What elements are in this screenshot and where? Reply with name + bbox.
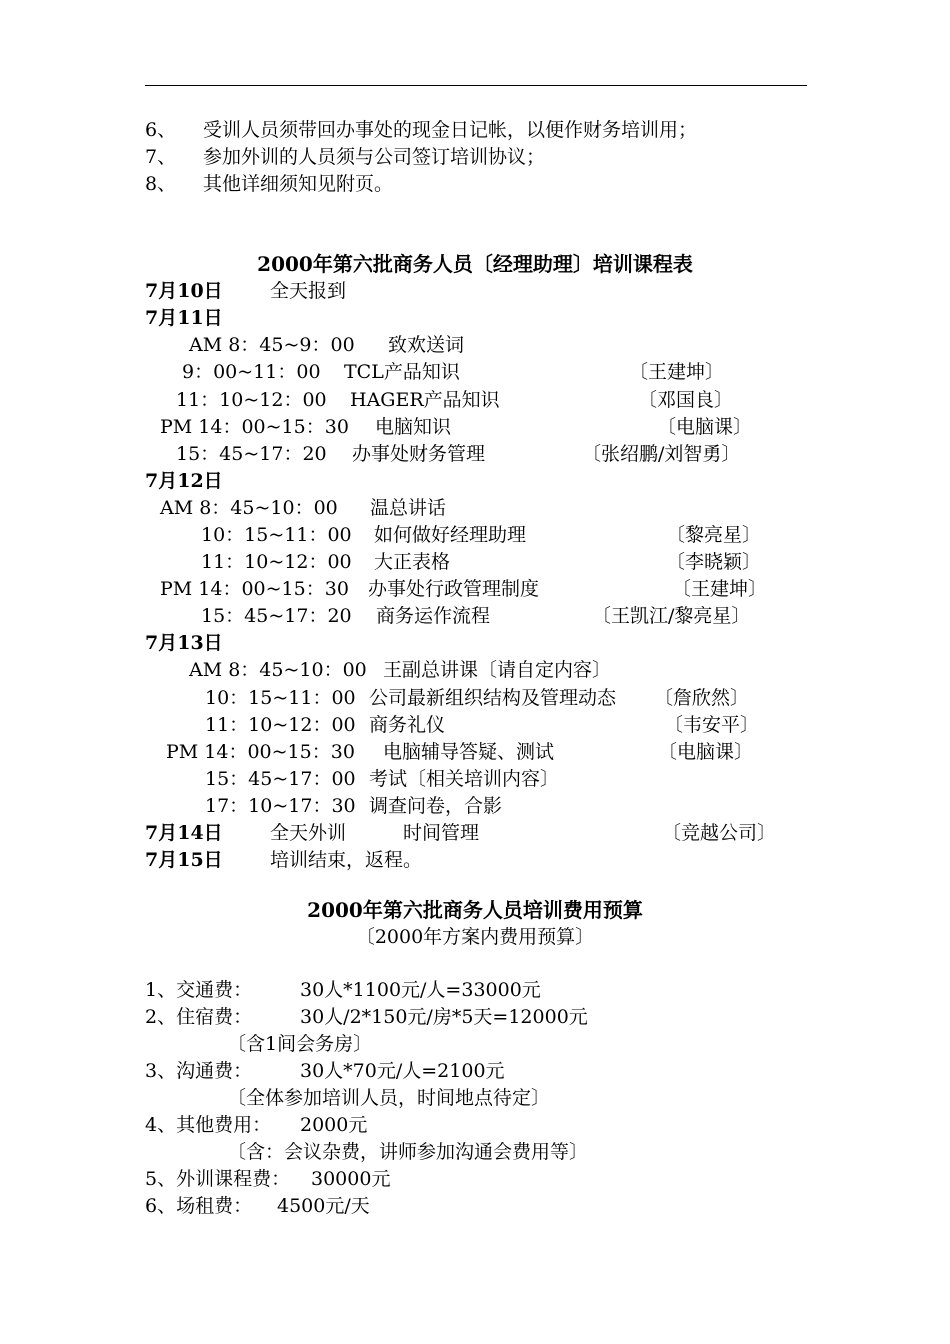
session-speaker: 〔王建坤〕 — [629, 361, 725, 383]
session-time: 11：10~12：00 — [205, 714, 356, 736]
session-speaker: 〔李晓颖〕 — [666, 551, 762, 573]
session-speaker: 〔王建坤〕 — [672, 578, 768, 600]
session-topic: 调查问卷，合影 — [369, 795, 503, 817]
session-topic: 考试〔相关培训内容〕 — [369, 768, 560, 790]
budget-item-label: 4、其他费用： — [145, 1114, 272, 1136]
session-topic: TCL产品知识 — [344, 361, 460, 383]
session-time: AM 8：45~9：00 — [189, 334, 355, 356]
day-date: 7月12日 — [145, 470, 223, 492]
session-time: PM 14：00~15：30 — [160, 416, 349, 438]
day-date: 7月14日 — [145, 822, 223, 844]
session-time: 15：45~17：00 — [205, 768, 356, 790]
budget-item-note: 〔含：会议杂费，讲师参加沟通会费用等〕 — [227, 1141, 589, 1163]
session-speaker: 〔韦安平〕 — [664, 714, 760, 736]
session-topic: 致欢送词 — [388, 334, 465, 356]
session-time: AM 8：45~10：00 — [160, 497, 338, 519]
header-rule — [145, 85, 807, 86]
note-number: 8、 — [145, 173, 177, 195]
session-speaker: 〔电脑课〕 — [658, 741, 754, 763]
session-time: 15：45~17：20 — [201, 605, 352, 627]
session-time: 11：10~12：00 — [201, 551, 352, 573]
session-speaker: 〔黎亮星〕 — [666, 524, 762, 546]
day-date: 7月10日 — [145, 280, 223, 302]
note-text: 受训人员须带回办事处的现金日记帐，以便作财务培训用； — [203, 119, 698, 141]
day-desc: 全天外训 — [270, 822, 347, 844]
budget-title: 2000年第六批商务人员培训费用预算 — [307, 898, 643, 922]
session-topic: 温总讲话 — [370, 497, 447, 519]
session-topic: 办事处财务管理 — [352, 443, 486, 465]
budget-item-value: 30人/2*150元/房*5天=12000元 — [300, 1006, 588, 1028]
session-time: 11：10~12：00 — [176, 389, 327, 411]
day-date: 7月13日 — [145, 632, 223, 654]
day-date: 7月15日 — [145, 849, 223, 871]
budget-item-note: 〔全体参加培训人员，时间地点待定〕 — [227, 1087, 551, 1109]
budget-subtitle: 〔2000年方案内费用预算〕 — [355, 926, 595, 948]
session-topic: HAGER产品知识 — [350, 389, 500, 411]
budget-item-label: 6、场租费： — [145, 1195, 253, 1217]
session-speaker: 〔竞越公司〕 — [662, 822, 777, 844]
budget-item-label: 1、交通费： — [145, 979, 253, 1001]
note-text: 参加外训的人员须与公司签订培训协议； — [203, 146, 546, 168]
budget-item-value: 30000元 — [311, 1168, 391, 1190]
session-time: AM 8：45~10：00 — [189, 659, 367, 681]
day-desc: 培训结束，返程。 — [270, 849, 423, 871]
session-topic: 电脑辅导答疑、测试 — [383, 741, 555, 763]
session-topic: 公司最新组织结构及管理动态 — [369, 687, 617, 709]
session-topic: 办事处行政管理制度 — [368, 578, 540, 600]
note-text: 其他详细须知见附页。 — [203, 173, 394, 195]
day-date: 7月11日 — [145, 307, 223, 329]
session-topic: 时间管理 — [403, 822, 480, 844]
session-speaker: 〔电脑课〕 — [657, 416, 753, 438]
session-topic: 商务礼仪 — [369, 714, 446, 736]
session-time: PM 14：00~15：30 — [166, 741, 355, 763]
session-speaker: 〔邓国良〕 — [638, 389, 734, 411]
session-time: 17：10~17：30 — [205, 795, 356, 817]
session-time: 9：00~11：00 — [182, 361, 321, 383]
session-time: 10：15~11：00 — [205, 687, 356, 709]
budget-item-value: 2000元 — [300, 1114, 368, 1136]
session-topic: 如何做好经理助理 — [374, 524, 527, 546]
session-topic: 大正表格 — [374, 551, 451, 573]
session-topic: 王副总讲课〔请自定内容〕 — [383, 659, 612, 681]
budget-item-label: 3、沟通费： — [145, 1060, 253, 1082]
session-speaker: 〔王凯江/黎亮星〕 — [592, 605, 751, 627]
budget-item-label: 2、住宿费： — [145, 1006, 253, 1028]
session-time: 10：15~11：00 — [201, 524, 352, 546]
budget-item-note: 〔含1间会务房〕 — [227, 1033, 373, 1055]
budget-item-value: 30人*1100元/人=33000元 — [300, 979, 541, 1001]
session-speaker: 〔张绍鹏/刘智勇〕 — [582, 443, 741, 465]
session-time: 15：45~17：20 — [176, 443, 327, 465]
note-number: 7、 — [145, 146, 177, 168]
budget-item-value: 30人*70元/人=2100元 — [300, 1060, 505, 1082]
day-desc: 全天报到 — [270, 280, 347, 302]
note-number: 6、 — [145, 119, 177, 141]
session-topic: 电脑知识 — [375, 416, 452, 438]
session-topic: 商务运作流程 — [376, 605, 491, 627]
session-speaker: 〔詹欣然〕 — [654, 687, 750, 709]
schedule-title: 2000年第六批商务人员〔经理助理〕培训课程表 — [257, 252, 693, 276]
session-time: PM 14：00~15：30 — [160, 578, 349, 600]
budget-item-label: 5、外训课程费： — [145, 1168, 291, 1190]
budget-item-value: 4500元/天 — [277, 1195, 370, 1217]
